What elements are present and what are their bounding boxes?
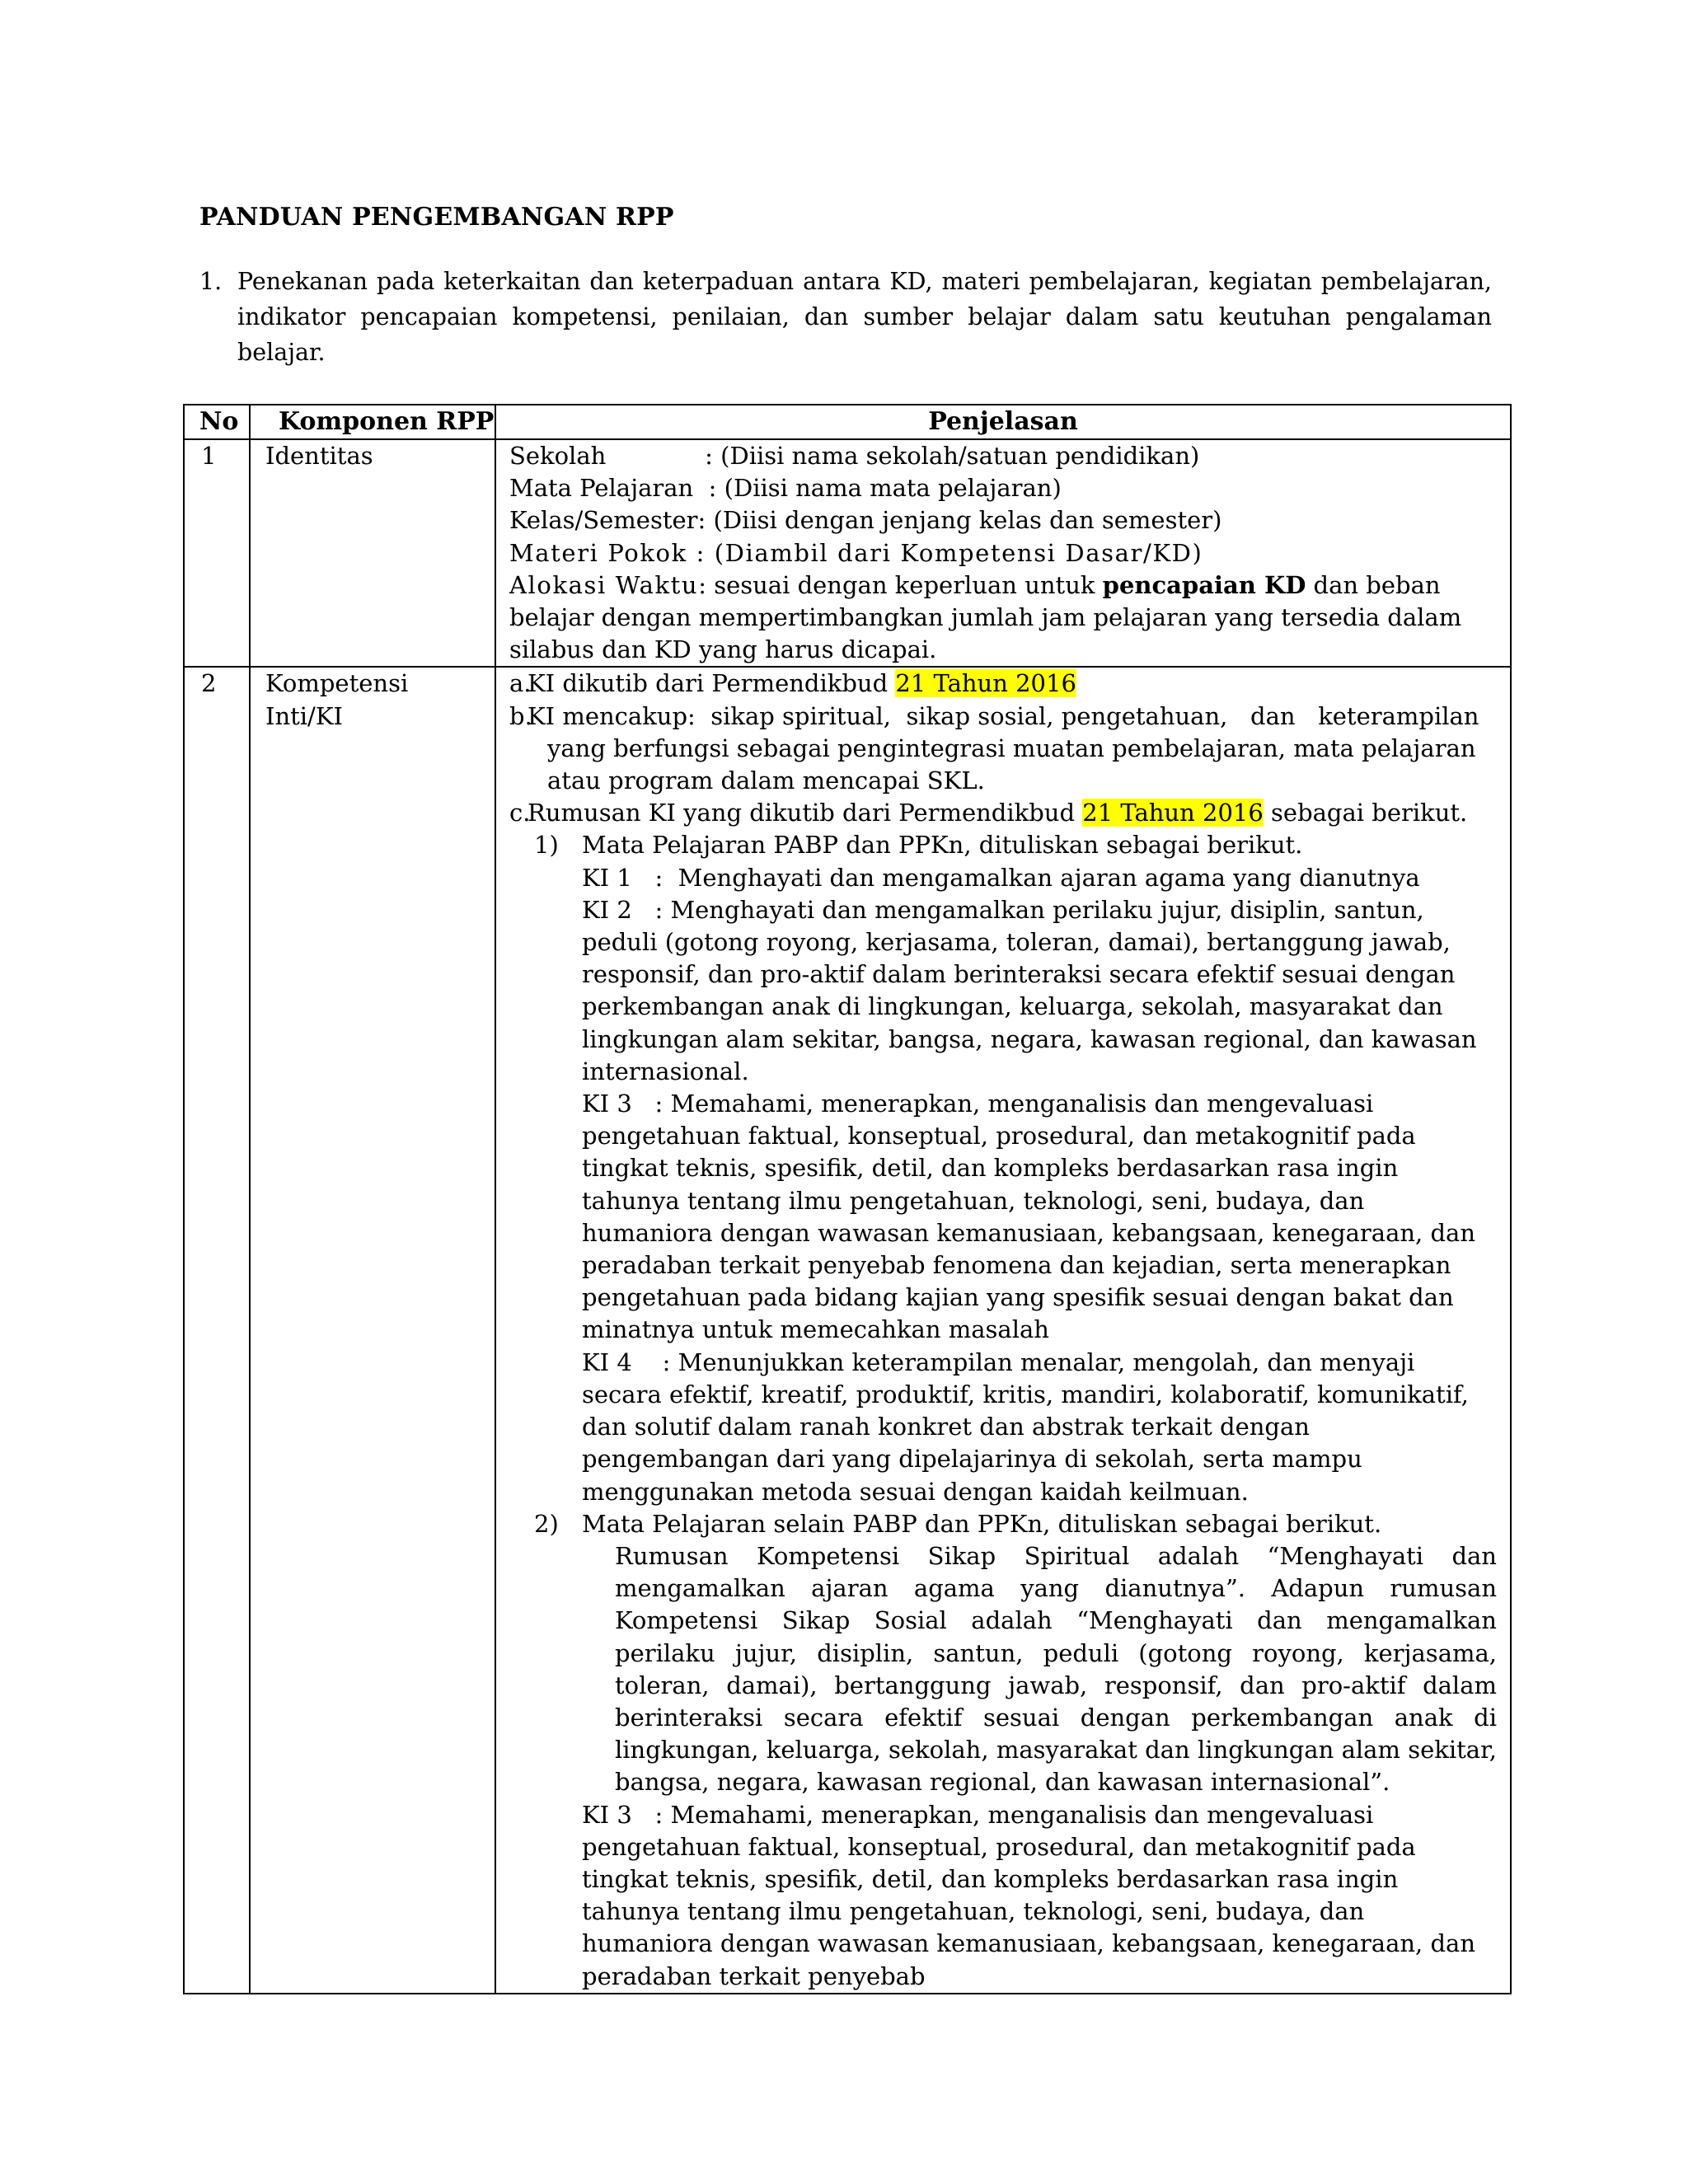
intro-number: 1. [199,268,223,295]
highlighted-reference: 21 Tahun 2016 [895,669,1076,698]
list-item-b: b. KI mencakup: sikap spiritual, sikap sosial, pengetahuan, dan keterampilan yang berfungsi sebagai pengintegrasi muatan pembelajaran, mata pelajaran atau program dalam mencapai SKL. [509,701,1479,795]
ki-3-other: KI 3 : Memahami, menerapkan, menganalisis dan mengevaluasi pengetahuan faktual, konseptual, prosedural, dan metakognitif pada tingkat teknis, spesifik, detil, dan kompleks berdasarkan rasa ingin tahunya tentang ilmu pengetahuan, teknologi, seni, budaya, dan humaniora dengan wawasan kemanusiaan, kebangsaan, kenegaraan, dan peradaban terkait penyebab [582,1800,1476,1990]
highlighted-reference: 21 Tahun 2016 [1082,799,1264,827]
header-no: No [184,405,250,439]
header-komponen: Komponen RPP [250,405,495,439]
sikap-paragraph: Rumusan Kompetensi Sikap Spiritual adalah “Menghayati dan mengamalkan ajaran agama yang dianutnya”. Adapun rumusan Kompetensi Sikap Sosial adalah “Menghayati dan mengamalkan perilaku jujur, disiplin, santun, peduli (gotong royong, kerjasama, toleran, damai), bertanggung jawab, responsif, dan pro-aktif dalam berinteraksi secara efektif sesuai dengan perkembangan anak di lingkungan, keluarga, sekolah, masyarakat dan lingkungan alam sekitar, bangsa, negara, kawasan regional, dan kawasan internasional”. [615,1541,1497,1797]
list-item-c: c. Rumusan KI yang dikutib dari Permendikbud 21 Tahun 2016 sebagai berikut. [509,799,1468,827]
document-title: PANDUAN PENGEMBANGAN RPP [199,203,674,232]
rpp-table [183,404,1512,1994]
table-row [184,439,1511,667]
ki-2: KI 2 : Menghayati dan mengamalkan perilaku jujur, disiplin, santun, peduli (gotong royong, kerjasama, toleran, damai), bertanggung jawab, responsif, dan pro-aktif dalam berinteraksi secara efektif sesuai dengan perkembangan anak di lingkungan, keluarga, sekolah, masyarakat dan lingkungan alam sekitar, bangsa, negara, kawasan regional, dan kawasan internasional. [582,895,1477,1085]
intro-point [199,264,1492,370]
numbered-item-1: 1) Mata Pelajaran PABP dan PPKn, dituliskan sebagai berikut. [534,831,1303,860]
row-explanation [495,667,1511,1993]
identity-sekolah: Sekolah : (Diisi nama sekolah/satuan pendidikan) [509,442,1200,470]
list-item-a: a. KI dikutib dari Permendikbud 21 Tahun 2016 [509,669,1076,698]
ki-4: KI 4 : Menunjukkan keterampilan menalar, mengolah, dan menyaji secara efektif, kreatif, produktif, kritis, mandiri, kolaboratif, komunikatif, dan solutif dalam ranah konkret dan abstrak terkait dengan pengembangan dari yang dipelajarinya di sekolah, serta mampu menggunakan metoda sesuai dengan kaidah keilmuan. [582,1347,1469,1506]
row-component: Identitas [250,439,495,667]
ki-1: KI 1 : Menghayati dan mengamalkan ajaran agama yang dianutnya [582,863,1420,892]
identity-kelas: Kelas/Semester : (Diisi dengan jenjang kelas dan semester) [509,506,1222,535]
table-header-row [184,405,1511,439]
identity-alokasi: Alokasi Waktu: sesuai dengan keperluan untuk pencapaian KD dan beban belajar dengan mempertimbangkan jumlah jam pelajaran yang tersedia dalam silabus dan KD yang harus dicapai. [509,570,1462,664]
identity-mapel: Mata Pelajaran : (Diisi nama mata pelajaran) [509,474,1062,503]
row-number: 2 [184,667,250,1993]
intro-text: Penekanan pada keterkaitan dan keterpaduan antara KD, materi pembelajaran, kegiatan pembelajaran, indikator pencapaian kompetensi, penilaian, dan sumber belajar dalam satu keutuhan pengalaman belajar. [237,268,1492,366]
row-component: Kompetensi Inti/KI [250,667,495,1993]
table-row [184,667,1511,1993]
numbered-item-2: 2) Mata Pelajaran selain PABP dan PPKn, dituliskan sebagai berikut. [534,1509,1382,1538]
ki-3: KI 3 : Memahami, menerapkan, menganalisis dan mengevaluasi pengetahuan faktual, konseptual, prosedural, dan metakognitif pada tingkat teknis, spesifik, detil, dan kompleks berdasarkan rasa ingin tahunya tentang ilmu pengetahuan, teknologi, seni, budaya, dan humaniora dengan wawasan kemanusiaan, kebangsaan, kenegaraan, dan peradaban terkait penyebab fenomena dan kejadian, serta menerapkan pengetahuan pada bidang kajian yang spesifik sesuai dengan bakat dan minatnya untuk memecahkan masalah [582,1090,1476,1344]
identity-materi: Materi Pokok : (Diambil dari Kompetensi Dasar/KD) [509,538,1203,567]
row-number: 1 [184,439,250,667]
row-explanation [495,439,1511,667]
header-penjelasan: Penjelasan [495,405,1511,439]
